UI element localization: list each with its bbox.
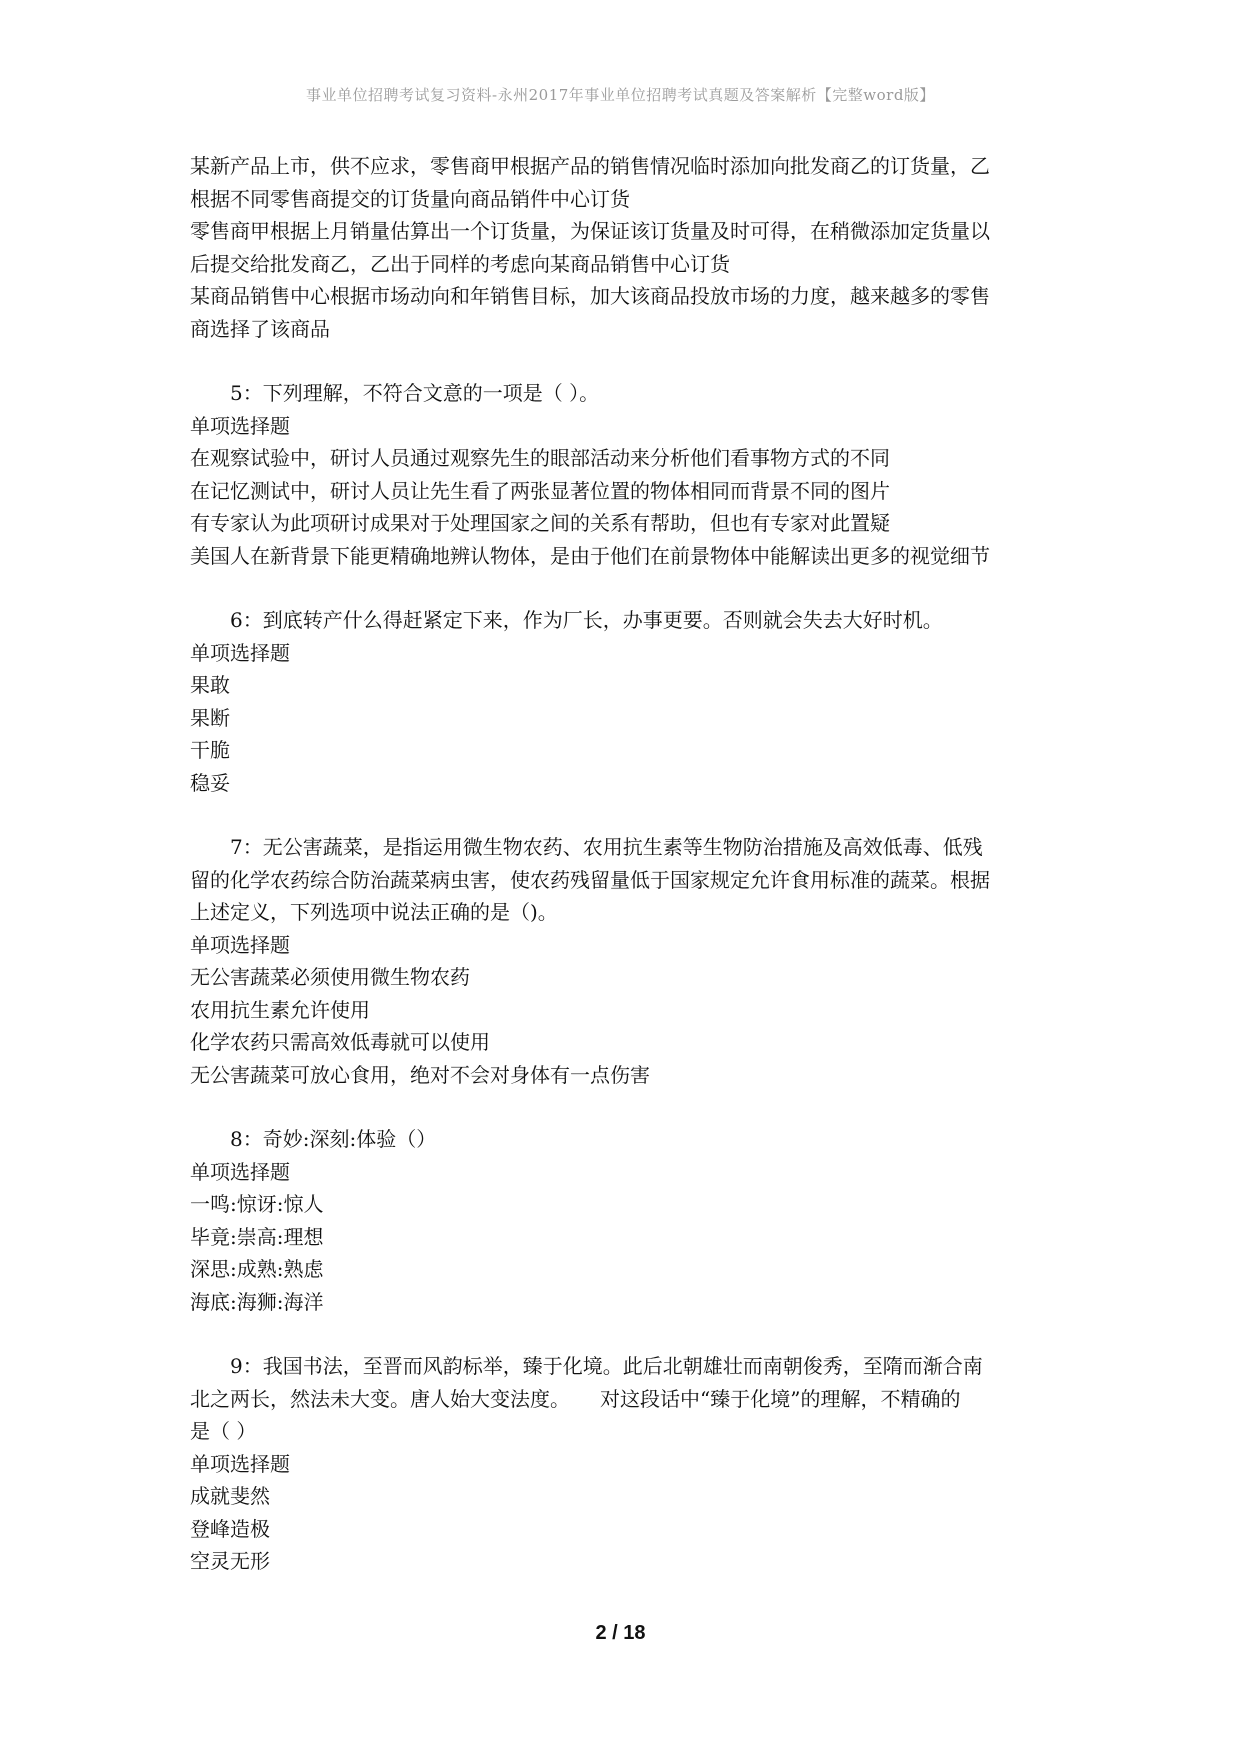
- question-type: 单项选择题: [190, 932, 290, 957]
- option-line: 美国人在新背景下能更精确地辨认物体，是由于他们在前景物体中能解读出更多的视觉细节: [190, 543, 990, 568]
- option-line: 后提交给批发商乙，乙出于同样的考虑向某商品销售中心订货: [190, 251, 730, 276]
- option-line: 在记忆测试中，研讨人员让先生看了两张显著位置的物体相同而背景不同的图片: [190, 478, 890, 503]
- question-stem: 北之两长，然法未大变。唐人始大变法度。 对这段话中“臻于化境”的理解，不精确的: [190, 1386, 961, 1411]
- option-line: 商选择了该商品: [190, 316, 330, 341]
- option-line: 化学农药只需高效低毒就可以使用: [190, 1030, 490, 1054]
- question-6: [190, 604, 1065, 799]
- running-header: 事业单位招聘考试复习资料-永州2017年事业单位招聘考试真题及答案解析【完整word版】: [306, 86, 935, 104]
- option-line: 无公害蔬菜可放心食用，绝对不会对身体有一点伤害: [190, 1062, 650, 1087]
- option-line: 毕竟:崇高:理想: [190, 1224, 324, 1249]
- question-5: [190, 377, 1065, 572]
- option-line: 无公害蔬菜必须使用微生物农药: [190, 965, 470, 989]
- intro-options: [190, 150, 1065, 345]
- option-line: 空灵无形: [190, 1549, 270, 1573]
- question-stem: 5：下列理解，不符合文意的一项是（ ）。: [230, 381, 600, 405]
- option-line: 登峰造极: [190, 1516, 270, 1541]
- option-line: 深思:成熟:熟虑: [190, 1257, 324, 1281]
- question-stem: 8：奇妙:深刻:体验（）: [230, 1127, 437, 1151]
- option-line: 果断: [190, 705, 230, 730]
- option-line: 稳妥: [190, 770, 230, 795]
- document-body: [190, 150, 1065, 1578]
- question-type: 单项选择题: [190, 1451, 290, 1476]
- question-stem: 7：无公害蔬菜，是指运用微生物农药、农用抗生素等生物防治措施及高效低毒、低残: [230, 835, 983, 859]
- option-line: 根据不同零售商提交的订货量向商品销件中心订货: [190, 186, 630, 211]
- question-stem: 留的化学农药综合防治蔬菜病虫害，使农药残留量低于国家规定允许食用标准的蔬菜。根据: [190, 867, 990, 892]
- question-type: 单项选择题: [190, 413, 290, 438]
- page-number: 2 / 18: [595, 1622, 646, 1644]
- question-9: [190, 1350, 1065, 1578]
- question-8: [190, 1123, 1065, 1318]
- question-type: 单项选择题: [190, 1159, 290, 1184]
- question-type: 单项选择题: [190, 640, 290, 665]
- option-line: 干脆: [190, 738, 230, 762]
- question-stem: 上述定义，下列选项中说法正确的是（)。: [190, 900, 558, 924]
- option-line: 零售商甲根据上月销量估算出一个订货量，为保证该订货量及时可得，在稍微添加定货量以: [190, 219, 990, 243]
- option-line: 成就斐然: [190, 1484, 270, 1508]
- option-line: 某商品销售中心根据市场动向和年销售目标，加大该商品投放市场的力度，越来越多的零售: [190, 284, 990, 308]
- option-line: 有专家认为此项研讨成果对于处理国家之间的关系有帮助，但也有专家对此置疑: [190, 511, 890, 535]
- option-line: 在观察试验中，研讨人员通过观察先生的眼部活动来分析他们看事物方式的不同: [190, 446, 890, 470]
- question-stem: 6：到底转产什么得赶紧定下来，作为厂长，办事更要。否则就会失去大好时机。: [230, 608, 943, 632]
- question-7: [190, 831, 1065, 1091]
- option-line: 农用抗生素允许使用: [190, 997, 370, 1022]
- question-stem: 9：我国书法，至晋而风韵标举，臻于化境。此后北朝雄壮而南朝俊秀，至隋而渐合南: [230, 1354, 983, 1378]
- option-line: 果敢: [190, 673, 230, 697]
- question-stem: 是（ ）: [190, 1419, 257, 1443]
- option-line: 海底:海狮:海洋: [190, 1289, 324, 1314]
- option-line: 某新产品上市，供不应求，零售商甲根据产品的销售情况临时添加向批发商乙的订货量，乙: [190, 154, 990, 178]
- option-line: 一鸣:惊讶:惊人: [190, 1192, 324, 1216]
